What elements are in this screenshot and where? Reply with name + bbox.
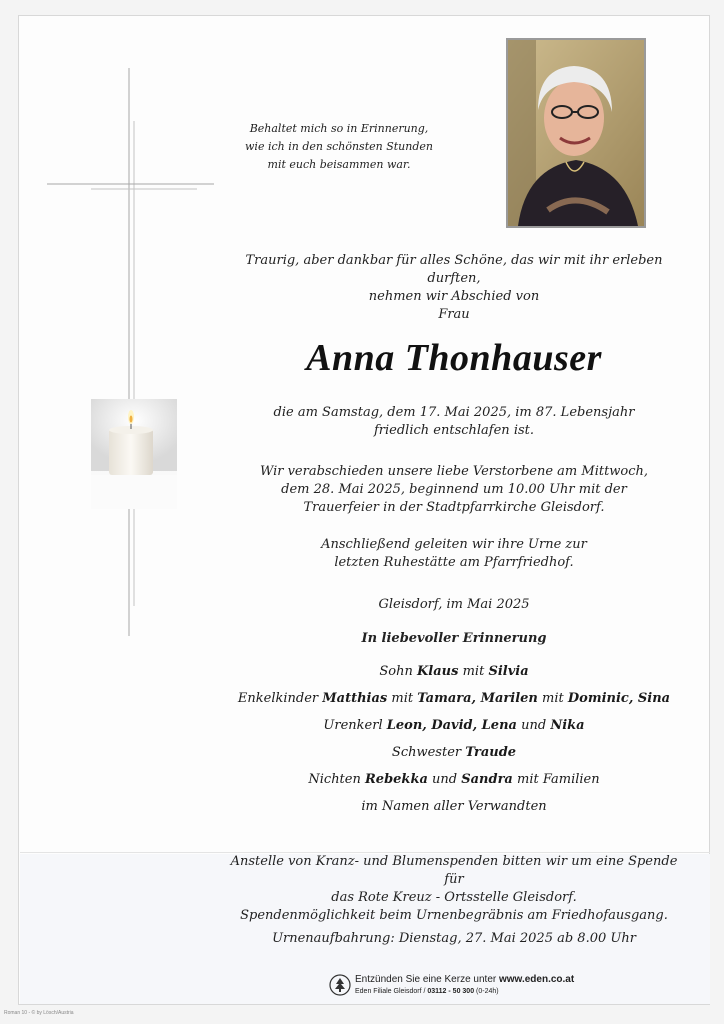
- footer-phone: 03112 - 50 300: [427, 988, 475, 995]
- farewell-line: dem 28. Mai 2025, beginnend um 10.00 Uhr mit der: [281, 482, 627, 497]
- death-line: die am Samstag, dem 17. Mai 2025, im 87. Lebensjahr: [273, 405, 635, 420]
- donation-line: Spendenmöglichkeit beim Urnenbegräbnis am Friedhofausgang.: [240, 908, 668, 923]
- relative-son: [219, 658, 689, 685]
- relation-label: Schwester: [391, 745, 462, 760]
- motto-line: Behaltet mich so in Erinnerung,: [249, 122, 429, 135]
- footer-branch-line: Eden Filiale Gleisdorf / 03112 - 50 300 (0-24h): [355, 988, 499, 995]
- cross-icon: [19, 16, 239, 656]
- place-date: Gleisdorf, im Mai 2025: [378, 597, 530, 612]
- death-line: friedlich entschlafen ist.: [373, 423, 535, 438]
- relative-sister: [219, 739, 689, 766]
- footer-candle-text: Entzünden Sie eine Kerze unter: [355, 974, 497, 985]
- donation-line: Anstelle von Kranz- und Blumenspenden bitten wir um eine Spende für: [230, 854, 678, 887]
- farewell-notice: [219, 463, 689, 517]
- relative-name: Klaus: [417, 664, 459, 679]
- relative-nieces: [219, 766, 689, 793]
- relative-name: Tamara, Marilen: [417, 691, 538, 706]
- relation-label: Nichten: [308, 772, 361, 787]
- corner-note: Roman 10 - © by Lösch/Austria: [4, 1010, 74, 1016]
- obituary-sheet: [18, 15, 710, 1005]
- relative-name: Dominic, Sina: [567, 691, 671, 706]
- remembrance-heading: In liebevoller Erinnerung: [361, 631, 547, 646]
- connector: mit Familien: [517, 772, 600, 787]
- intro-text: [219, 252, 689, 306]
- relative-name: Silvia: [488, 664, 529, 679]
- candle-image: [91, 399, 177, 509]
- footer-candle-line: [355, 974, 615, 985]
- portrait-photo: [506, 38, 646, 228]
- connector: und: [432, 772, 458, 787]
- intro-line: nehmen wir Abschied von: [368, 289, 540, 304]
- relative-great-grandchildren: [219, 712, 689, 739]
- relation-label: Sohn: [379, 664, 413, 679]
- urn-line: Anschließend geleiten wir ihre Urne zur: [321, 537, 587, 552]
- relation-label: Urenkerl: [323, 718, 383, 733]
- relative-name: Sandra: [461, 772, 513, 787]
- viewing-notice: Urnenaufbahrung: Dienstag, 27. Mai 2025 ab 8.00 Uhr: [272, 931, 636, 946]
- relative-name: Matthias: [322, 691, 388, 706]
- connector: mit: [391, 691, 414, 706]
- donation-line: das Rote Kreuz - Ortsstelle Gleisdorf.: [331, 890, 577, 905]
- urn-notice: [219, 536, 689, 572]
- salutation: Frau: [438, 307, 470, 322]
- relative-name: Traude: [465, 745, 517, 760]
- motto-line: mit euch beisammen war.: [267, 158, 411, 171]
- eden-logo-icon: [329, 974, 351, 996]
- relative-name: Rebekka: [365, 772, 428, 787]
- footer-info: [355, 974, 615, 995]
- urn-line: letzten Ruhestätte am Pfarrfriedhof.: [334, 555, 574, 570]
- relation-label: Enkelkinder: [237, 691, 319, 706]
- relative-grandchildren: [219, 685, 689, 712]
- relative-name: Leon, David, Lena: [386, 718, 517, 733]
- donation-notice: [219, 853, 689, 925]
- relatives-all: im Namen aller Verwandten: [361, 799, 547, 814]
- motto-quote: [219, 120, 459, 174]
- connector: mit: [542, 691, 564, 706]
- connector: und: [521, 718, 547, 733]
- relative-name: Nika: [550, 718, 585, 733]
- farewell-line: Trauerfeier in der Stadtpfarrkirche Gleisdorf.: [303, 500, 605, 515]
- death-notice: [219, 404, 689, 440]
- motto-line: wie ich in den schönsten Stunden: [245, 140, 433, 153]
- footer-url-link[interactable]: www.eden.co.at: [499, 974, 575, 985]
- deceased-name: Anna Thonhauser: [306, 337, 602, 379]
- connector: mit: [462, 664, 485, 679]
- intro-line: Traurig, aber dankbar für alles Schöne, das wir mit ihr erleben durften,: [245, 253, 663, 286]
- farewell-line: Wir verabschieden unsere liebe Verstorbene am Mittwoch,: [259, 464, 649, 479]
- footer-branch: Eden Filiale Gleisdorf: [355, 988, 422, 995]
- footer-hours: (0-24h): [476, 988, 499, 995]
